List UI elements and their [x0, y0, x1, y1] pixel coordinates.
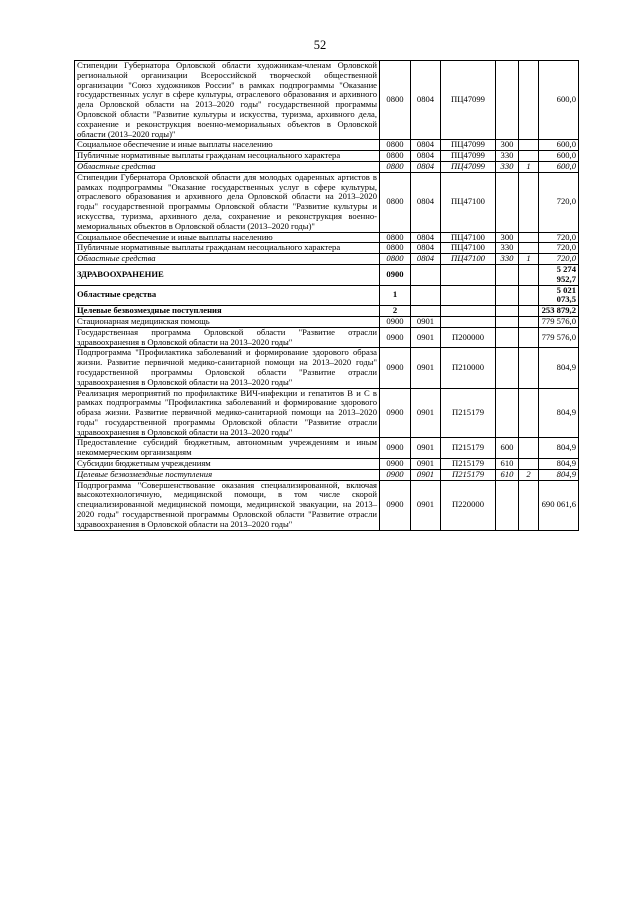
- row-name: Целевые безвозмездные поступления: [75, 306, 380, 317]
- amount: 600,0: [539, 151, 579, 162]
- funding-source-code: [519, 388, 539, 438]
- expense-type-code: [496, 285, 519, 306]
- budget-table: [74, 60, 579, 531]
- table-row: [75, 161, 579, 172]
- funding-source-code: [519, 232, 539, 243]
- target-article-code: П210000: [441, 348, 496, 388]
- amount: 804,9: [539, 348, 579, 388]
- target-article-code: П220000: [441, 480, 496, 530]
- row-name: Областные средства: [75, 254, 380, 265]
- target-article-code: [441, 264, 496, 285]
- row-name: Социальное обеспечение и иные выплаты населению: [75, 140, 380, 151]
- funding-source-code: [519, 459, 539, 470]
- subsection-code: 0901: [411, 316, 441, 327]
- funding-source-code: [519, 140, 539, 151]
- funding-source-code: [519, 243, 539, 254]
- section-code: 0800: [380, 172, 411, 232]
- section-code: 0800: [380, 151, 411, 162]
- expense-type-code: [496, 480, 519, 530]
- expense-type-code: [496, 388, 519, 438]
- amount: 5 274 952,7: [539, 264, 579, 285]
- amount: 690 061,6: [539, 480, 579, 530]
- expense-type-code: [496, 61, 519, 140]
- funding-source-code: [519, 285, 539, 306]
- amount: 804,9: [539, 459, 579, 470]
- amount: 720,0: [539, 254, 579, 265]
- target-article-code: П215179: [441, 469, 496, 480]
- row-name: Предоставление субсидий бюджетным, автономным учреждениям и иным некоммерческим организациям: [75, 438, 380, 459]
- subsection-code: 0804: [411, 243, 441, 254]
- section-code: 0800: [380, 254, 411, 265]
- target-article-code: ПЦ47099: [441, 151, 496, 162]
- row-name: Областные средства: [75, 161, 380, 172]
- expense-type-code: [496, 327, 519, 348]
- expense-type-code: [496, 172, 519, 232]
- row-name: ЗДРАВООХРАНЕНИЕ: [75, 264, 380, 285]
- funding-source-code: [519, 61, 539, 140]
- target-article-code: ПЦ47100: [441, 254, 496, 265]
- table-row: [75, 243, 579, 254]
- section-code: 0800: [380, 232, 411, 243]
- section-code: 0900: [380, 316, 411, 327]
- table-row: [75, 140, 579, 151]
- funding-source-code: [519, 480, 539, 530]
- target-article-code: [441, 285, 496, 306]
- expense-type-code: 300: [496, 140, 519, 151]
- expense-type-code: [496, 316, 519, 327]
- section-code: 0800: [380, 61, 411, 140]
- funding-source-code: [519, 348, 539, 388]
- table-row: [75, 438, 579, 459]
- row-name: Публичные нормативные выплаты гражданам несоциального характера: [75, 151, 380, 162]
- subsection-code: [411, 264, 441, 285]
- table-row: [75, 172, 579, 232]
- funding-source-code: [519, 306, 539, 317]
- expense-type-code: 300: [496, 232, 519, 243]
- amount: 804,9: [539, 438, 579, 459]
- row-name: Областные средства: [75, 285, 380, 306]
- section-code: 0800: [380, 243, 411, 254]
- table-row: [75, 480, 579, 530]
- subsection-code: 0901: [411, 469, 441, 480]
- funding-source-code: [519, 151, 539, 162]
- table-row: [75, 61, 579, 140]
- subsection-code: [411, 306, 441, 317]
- expense-type-code: [496, 348, 519, 388]
- amount: 779 576,0: [539, 316, 579, 327]
- page-number: 52: [313, 38, 327, 52]
- table-row: [75, 151, 579, 162]
- funding-source-code: 1: [519, 161, 539, 172]
- section-code: 0800: [380, 140, 411, 151]
- section-code: 0800: [380, 161, 411, 172]
- target-article-code: [441, 306, 496, 317]
- table-row: [75, 469, 579, 480]
- row-name: Стационарная медицинская помощь: [75, 316, 380, 327]
- row-name: Целевые безвозмездные поступления: [75, 469, 380, 480]
- subsection-code: 0804: [411, 140, 441, 151]
- row-name: Реализация мероприятий по профилактике ВИЧ-инфекции и гепатитов В и С в рамках подпрограммы "Профилактика заболеваний и формирование здорового образа жизни. Развитие первичной медико-санитарной помощи на 2013–2020 годы" государственной программы Орловской области "Развитие отрасли здравоохранения в Орловской области на 2013–2020 годы": [75, 388, 380, 438]
- section-code: 0900: [380, 469, 411, 480]
- amount: 600,0: [539, 61, 579, 140]
- section-code: 0900: [380, 388, 411, 438]
- target-article-code: [441, 316, 496, 327]
- target-article-code: П200000: [441, 327, 496, 348]
- subsection-code: 0901: [411, 459, 441, 470]
- amount: 600,0: [539, 140, 579, 151]
- table-row: [75, 254, 579, 265]
- amount: 253 879,2: [539, 306, 579, 317]
- row-name: Подпрограмма "Профилактика заболеваний и формирование здорового образа жизни. Развитие первичной медико-санитарной помощи на 2013–2020 годы" государственной программы Орловской области "Развитие отрасли здравоохранения в Орловской области на 2013–2020 годы": [75, 348, 380, 388]
- table-row: [75, 316, 579, 327]
- expense-type-code: [496, 264, 519, 285]
- row-name: Социальное обеспечение и иные выплаты населению: [75, 232, 380, 243]
- amount: 720,0: [539, 243, 579, 254]
- amount: 804,9: [539, 388, 579, 438]
- amount: 720,0: [539, 232, 579, 243]
- table-row: [75, 348, 579, 388]
- target-article-code: ПЦ47100: [441, 232, 496, 243]
- expense-type-code: 330: [496, 254, 519, 265]
- row-name: Публичные нормативные выплаты гражданам несоциального характера: [75, 243, 380, 254]
- funding-source-code: [519, 327, 539, 348]
- funding-source-code: [519, 172, 539, 232]
- expense-type-code: 330: [496, 161, 519, 172]
- section-code: 2: [380, 306, 411, 317]
- subsection-code: 0901: [411, 348, 441, 388]
- section-code: 0900: [380, 348, 411, 388]
- amount: 5 021 073,5: [539, 285, 579, 306]
- expense-type-code: 610: [496, 459, 519, 470]
- row-name: Государственная программа Орловской области "Развитие отрасли здравоохранения в Орловской области на 2013–2020 годы": [75, 327, 380, 348]
- target-article-code: П215179: [441, 438, 496, 459]
- table-row: [75, 327, 579, 348]
- target-article-code: ПЦ47100: [441, 172, 496, 232]
- section-code: 0900: [380, 327, 411, 348]
- section-code: 1: [380, 285, 411, 306]
- table-row: [75, 264, 579, 285]
- subsection-code: 0804: [411, 172, 441, 232]
- expense-type-code: 600: [496, 438, 519, 459]
- section-code: 0900: [380, 480, 411, 530]
- expense-type-code: 610: [496, 469, 519, 480]
- target-article-code: ПЦ47099: [441, 140, 496, 151]
- section-code: 0900: [380, 438, 411, 459]
- section-code: 0900: [380, 264, 411, 285]
- target-article-code: ПЦ47099: [441, 61, 496, 140]
- budget-table-body: [75, 61, 579, 531]
- subsection-code: 0804: [411, 254, 441, 265]
- subsection-code: 0804: [411, 232, 441, 243]
- target-article-code: П215179: [441, 388, 496, 438]
- target-article-code: ПЦ47100: [441, 243, 496, 254]
- target-article-code: П215179: [441, 459, 496, 470]
- row-name: Стипендии Губернатора Орловской области для молодых одаренных артистов в рамках подпрограммы "Оказание государственных услуг в сфере культуры, отраслевого образования и архивного дела Орловской области на 2013–2020 годы" государственной программы Орловской области "Развитие культуры и искусства, туризма, архивного дела, сохранение и реконструкция военно-мемориальных объектов в Орловской области (2013–2020 годы)": [75, 172, 380, 232]
- expense-type-code: 330: [496, 151, 519, 162]
- subsection-code: 0901: [411, 438, 441, 459]
- amount: 779 576,0: [539, 327, 579, 348]
- table-row: [75, 388, 579, 438]
- subsection-code: 0901: [411, 327, 441, 348]
- subsection-code: 0804: [411, 151, 441, 162]
- funding-source-code: [519, 264, 539, 285]
- expense-type-code: 330: [496, 243, 519, 254]
- funding-source-code: 1: [519, 254, 539, 265]
- subsection-code: 0901: [411, 480, 441, 530]
- section-code: 0900: [380, 459, 411, 470]
- table-row: [75, 232, 579, 243]
- row-name: Субсидии бюджетным учреждениям: [75, 459, 380, 470]
- table-row: [75, 459, 579, 470]
- funding-source-code: [519, 438, 539, 459]
- subsection-code: [411, 285, 441, 306]
- table-row: [75, 306, 579, 317]
- expense-type-code: [496, 306, 519, 317]
- funding-source-code: [519, 316, 539, 327]
- amount: 804,9: [539, 469, 579, 480]
- funding-source-code: 2: [519, 469, 539, 480]
- subsection-code: 0804: [411, 61, 441, 140]
- target-article-code: ПЦ47099: [441, 161, 496, 172]
- amount: 600,0: [539, 161, 579, 172]
- row-name: Стипендии Губернатора Орловской области художникам-членам Орловской региональной организации Всероссийской творческой общественной организации "Союз художников России" в рамках подпрограммы "Оказание государственных услуг в сфере культуры, отраслевого образования и архивного дела Орловской области на 2013–2020 годы" государственной программы Орловской области "Развитие культуры и искусства, туризма, архивного дела, сохранение и реконструкция военно-мемориальных объектов в Орловской области (2013–2020 годы)": [75, 61, 380, 140]
- table-row: [75, 285, 579, 306]
- amount: 720,0: [539, 172, 579, 232]
- subsection-code: 0804: [411, 161, 441, 172]
- subsection-code: 0901: [411, 388, 441, 438]
- row-name: Подпрограмма "Совершенствование оказания специализированной, включая высокотехнологичную, медицинской помощи, в том числе скорой специализированной медицинской помощи, медицинской эвакуации, на 2013–2020 годы" государственной программы Орловской области "Развитие отрасли здравоохранения в Орловской области на 2013–2020 годы": [75, 480, 380, 530]
